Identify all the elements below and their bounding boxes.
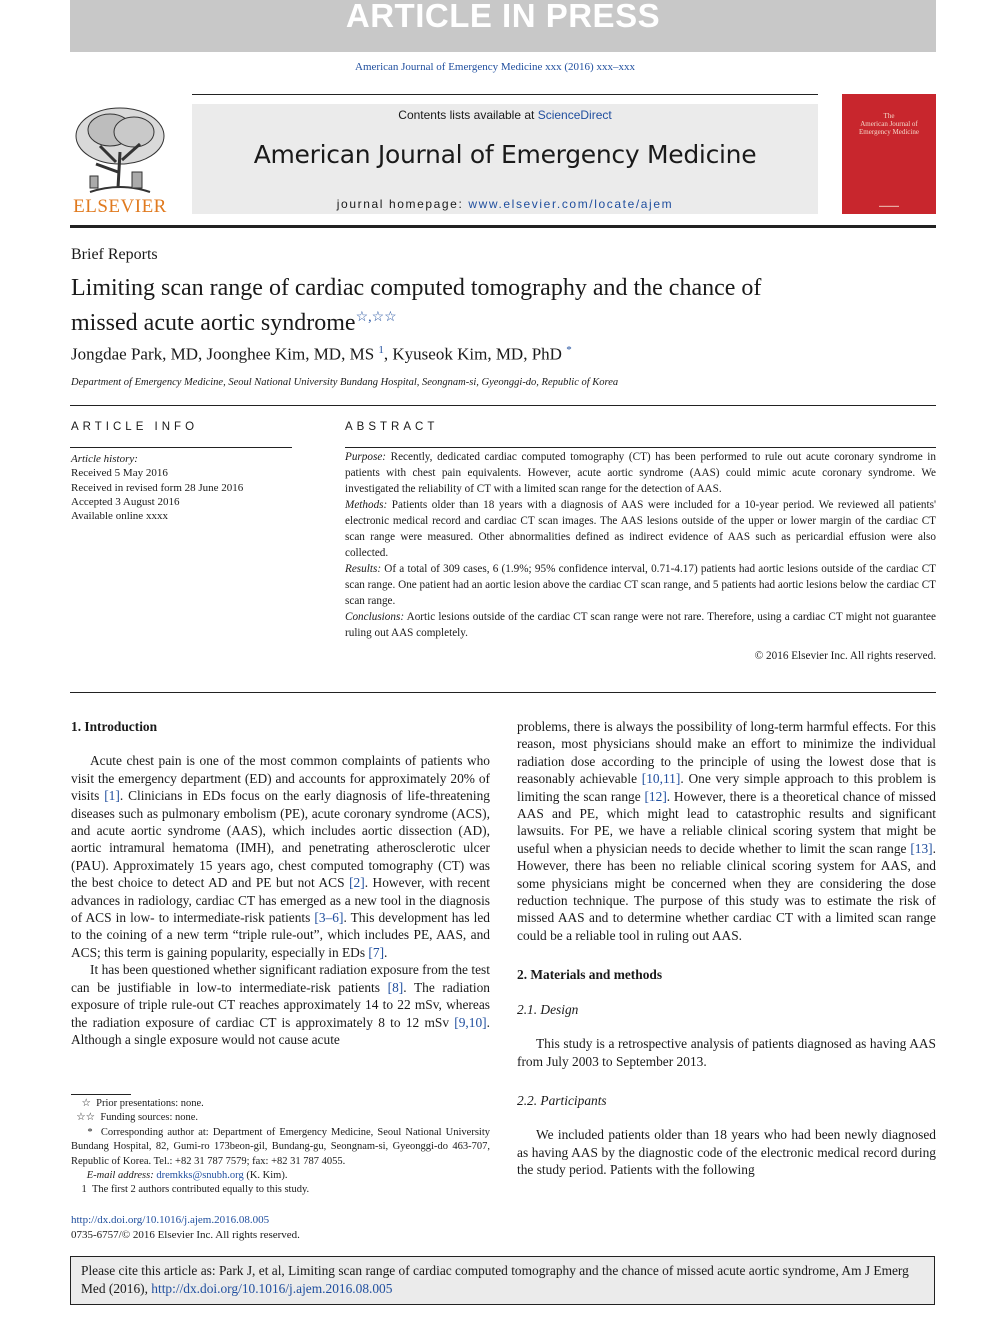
journal-cover-thumbnail: The American Journal of Emergency Medicine ▬▬▬▬▬ [842,94,936,214]
footnote-rule [71,1094,131,1095]
sciencedirect-link[interactable]: ScienceDirect [537,108,612,122]
elsevier-wordmark: ELSEVIER [73,196,167,217]
footnotes: ☆ Prior presentations: none. ☆☆ Funding sources: none. * Corresponding author at: Department of Emergency Medicine, Seoul National University Bundang Hospital, 82, Gumi-ro 173beon-gil, Bundang-gu, Seongnam-si, Gyeonggi-do 463-707, Republic of Korea. Tel.: +82 31 787 7579; fax: +82 31 787 4055. E-mail address: dremkks@snubh.org (K. Kim). 1 The first 2 authors contributed equally to this study. [71,1098,490,1196]
journal-title: American Journal of Emergency Medicine [253,140,757,169]
article-history: Article history: Received 5 May 2016 Received in revised form 28 June 2016 Accepted 3 August 2016 Available online xxxx [71,453,244,523]
homepage-link[interactable]: www.elsevier.com/locate/ajem [468,197,674,211]
intro-paragraph-1: Acute chest pain is one of the most common complaints of patients who visit the emergency department (ED) and accounts for approximately 20% of visits [1]. Clinicians in EDs focus on the early diagnosis of life-threatening diseases such as pulmonary embolism (PE), acute coronary syndrome (ACS), and acute aortic syndrome (AAS), which includes aortic dissection (AD), aortic intramural hematoma (IMH), and penetrating atherosclerotic ulcer (PAU). Approximately 15 years ago, chest computed tomography (CT) was the best choice to detect AD and PE but not ACS [2]. However, with recent advances in radiology, cardiac CT has emerged as a new tool in the diagnosis of ACS in low- to intermediate-risk patients [3–6]. This development has led to the coining of a new term “triple rule-out”, which includes PE, AAS, and ACS; this term is gaining popularity, especially in EDs [7]. [71,753,490,960]
issn-line: 0735-6757/© 2016 Elsevier Inc. All rights reserved. [71,1229,300,1241]
article-title: Limiting scan range of cardiac computed tomography and the chance of missed acute aortic syndrome☆,☆☆ [71,275,762,336]
citation-doi-link[interactable]: http://dx.doi.org/10.1016/j.ajem.2016.08.005 [151,1281,393,1296]
abstract-body: Purpose: Recently, dedicated cardiac computed tomography (CT) has been performed to rule out acute coronary syndrome in patients with chest pain equivalents. However, acute aortic syndrome (AAS) could mimic acute coronary syndrome. We investigated the reliability of CT with a limited scan range for the detection of AAS. Methods: Patients older than 18 years with a diagnosis of AAS were included for a 10-year period. We reviewed all patients' electronic medical record and cardiac CT scan images. The AAS lesions outside of the upper or lower margin of the cardiac CT scan range were measured. Other abnormalities defined as indirect evidence of AAS such as pericardial effusion were also collected. Results: Of a total of 309 cases, 6 (1.9%; 95% confidence interval, 0.71-4.17) patients had aortic lesions outside of the cardiac CT scan range. One patient had an aortic lesion above the cardiac CT scan range, and 5 patients had aortic lesions below the cardiac CT scan range. Conclusions: Aortic lesions outside of the cardiac CT scan range were not rare. Therefore, using a cardiac CT might not guarantee ruling out AAS completely. © 2016 Elsevier Inc. All rights reserved. [345,451,936,662]
copyright: © 2016 Elsevier Inc. All rights reserved. [754,650,936,662]
design-paragraph: This study is a retrospective analysis of patients diagnosed as having AAS from July 2003 to September 2013. [517,1036,936,1069]
design-heading: 2.1. Design [517,1001,579,1017]
intro-paragraph-2: It has been questioned whether significant radiation exposure from the test can be justifiable in low-to intermediate-risk patients [8]. The radiation exposure of triple rule-out CT reaches approximately 14 to 22 mSv, whereas the radiation exposure of cardiac CT is approximately 8 to 12 mSv [9,10]. Although a single exposure would not cause acute [71,962,490,1047]
doi-link[interactable]: http://dx.doi.org/10.1016/j.ajem.2016.08.005 [71,1214,270,1226]
article-info-heading: ARTICLE INFO [71,421,199,433]
title-footnote-marks[interactable]: ☆,☆☆ [355,310,397,325]
body-left-column [71,718,490,1048]
body-right-column [517,718,936,1179]
participants-paragraph: We included patients older than 18 years who had been newly diagnosed as having AAS by the diagnostic code of the electronic medical record during the study period. Patients with the following [517,1127,936,1178]
intro-paragraph-2-cont: problems, there is always the possibility of long-term harmful effects. For this reason, most physicians should make an effort to minimize the individual radiation dose according to the principle of using the lowest dose that is reasonably achievable [10,11]. One very simple approach to this problem is limiting the scan range [12]. However, there is a theoretical chance of missed AAS and PE, which might lead to catastrophic results and significant lawsuits. For PE, we have a reliable clinical scoring system that might be useful when a physician needs to decide whether to limit the scan range [13]. However, there has been no reliable clinical scoring system for AAS, and some physicians might be concerned when they are considering the dose reduction technique. The purpose of this study was to estimate the risk of missed AAS and to determine whether cardiac CT with a limited scan range could be a reliable tool in ruling out AAS. [517,719,936,943]
article-in-press-banner [70,0,936,52]
methods-heading: 2. Materials and methods [517,967,663,983]
article-section: Brief Reports [71,246,158,263]
abstract-heading-rule [345,447,936,448]
author-list: Jongdae Park, MD, Joonghee Kim, MD, MS $^1$, Kyuseok Kim, MD, PhD * [71,344,572,364]
email-link[interactable]: dremkks@snubh.org [156,1170,244,1182]
info-top-rule [70,405,936,406]
journal-masthead [192,104,818,214]
introduction-heading: 1. Introduction [71,719,158,734]
affiliation: Department of Emergency Medicine, Seoul National University Bundang Hospital, Seongnam-si, Gyeonggi-do, Republic of Korea [71,377,619,388]
info-heading-rule [70,447,292,448]
doi-block [71,1213,300,1243]
contents-line: Contents lists available at ScienceDirect [398,108,612,122]
header-citation[interactable]: American Journal of Emergency Medicine xxx (2016) xxx–xxx [355,61,635,73]
abstract-bottom-rule [70,692,936,693]
participants-heading: 2.2. Participants [517,1092,607,1108]
abstract-heading: ABSTRACT [345,421,439,433]
banner-text: ARTICLE IN PRESS [345,0,661,34]
journal-homepage: journal homepage: www.elsevier.com/locate/ajem [336,197,674,211]
citation-box: Please cite this article as: Park J, et al, Limiting scan range of cardiac computed tomography and the chance of missed acute aortic syndrome, Am J Emerg Med (2016), http://dx.doi.org/10.1016/j.ajem.2016.08.005 [70,1256,935,1305]
masthead-top-rule [192,94,818,95]
masthead-bottom-rule [70,225,936,228]
